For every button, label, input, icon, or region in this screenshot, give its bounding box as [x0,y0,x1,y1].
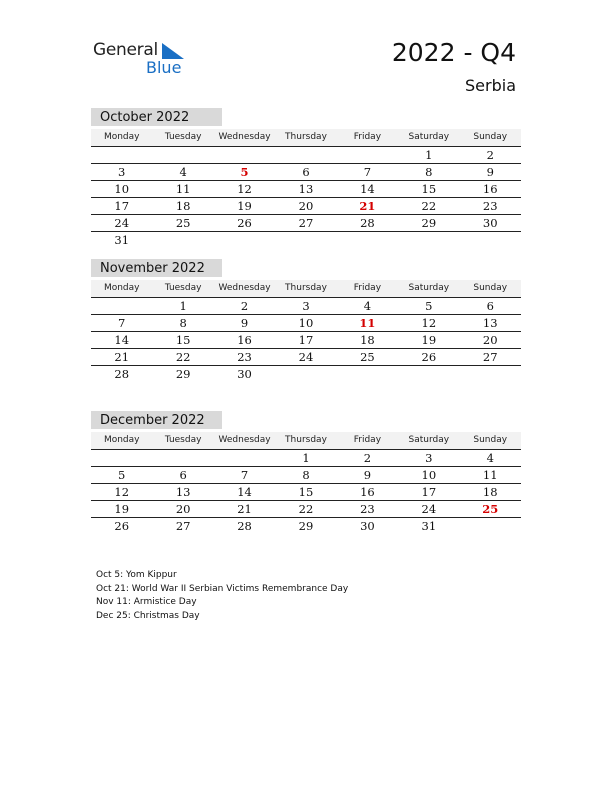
day-cell: 25 [175,216,191,230]
week-row [91,315,521,332]
day-cell: 8 [179,316,187,330]
day-cell [214,232,275,248]
day-cell: 12 [237,182,252,196]
day-cell: 30 [482,216,498,230]
week-row [91,450,521,467]
day-cell: 7 [240,468,249,482]
week-row [91,332,521,349]
day-cell [152,450,213,466]
week-row [91,366,521,382]
day-cell [337,147,398,163]
day-cell [91,298,152,314]
week-row [91,215,521,232]
day-cell: 12 [421,316,437,330]
day-cell: 9 [240,316,249,330]
holiday-day-cell: 25 [482,502,499,516]
day-cell: 13 [298,182,314,196]
day-cell: 17 [298,333,314,347]
month-title: October 2022 [91,108,222,126]
day-cell: 10 [114,182,130,196]
logo-text-general: General [93,40,158,60]
week-row [91,147,521,164]
weekday-header-row [91,129,521,147]
day-cell: 19 [237,199,252,213]
day-cell: 2 [240,299,249,313]
month-title: December 2022 [91,411,222,429]
day-cell: 13 [175,485,191,499]
day-cell: 10 [421,468,437,482]
weekday-label: Friday [353,435,382,445]
day-cell: 14 [360,182,375,196]
day-cell: 14 [114,333,130,347]
weekday-label: Saturday [408,435,450,445]
month-december [91,411,521,534]
weekday-label: Wednesday [218,435,271,445]
day-cell: 1 [425,148,433,162]
day-cell [214,147,275,163]
day-cell: 26 [421,350,437,364]
day-cell [398,366,459,382]
weekday-label: Friday [353,283,382,293]
day-cell: 18 [175,199,191,213]
day-cell: 1 [179,299,187,313]
day-cell: 4 [179,165,187,179]
weekday-label: Tuesday [164,283,202,293]
day-cell: 22 [298,502,314,516]
day-cell: 29 [175,367,191,381]
weekday-label: Friday [353,132,382,142]
day-cell: 15 [421,182,437,196]
week-row [91,349,521,366]
day-cell [460,518,521,534]
day-cell: 10 [298,316,314,330]
day-cell: 5 [425,299,433,313]
holiday-note: Oct 21: World War II Serbian Victims Remembrance Day [96,583,349,594]
day-cell: 3 [118,165,126,179]
day-cell: 7 [363,165,372,179]
day-cell: 20 [298,199,314,213]
day-cell: 23 [360,502,375,516]
weekday-label: Saturday [408,132,450,142]
day-cell [275,232,336,248]
day-cell: 21 [237,502,252,516]
day-cell: 4 [486,451,494,465]
day-cell: 15 [298,485,314,499]
day-cell: 26 [114,519,130,533]
weekday-header-row [91,432,521,450]
week-row [91,467,521,484]
day-cell: 6 [179,468,187,482]
day-cell: 6 [486,299,494,313]
day-cell: 21 [114,350,130,364]
day-cell: 16 [482,182,498,196]
holiday-day-cell: 21 [359,199,376,213]
day-cell [337,232,398,248]
day-cell: 24 [421,502,437,516]
day-cell: 7 [118,316,126,330]
day-cell [152,232,213,248]
day-cell: 19 [114,502,130,516]
day-cell: 28 [237,519,252,533]
week-row [91,181,521,198]
day-cell: 22 [421,199,437,213]
day-cell: 29 [421,216,437,230]
day-cell: 29 [298,519,314,533]
day-cell [398,232,459,248]
day-cell [337,366,398,382]
day-cell: 25 [360,350,375,364]
day-cell: 15 [175,333,191,347]
day-cell: 31 [114,233,130,247]
weekday-label: Monday [103,435,140,445]
day-cell: 6 [302,165,310,179]
day-cell [91,450,152,466]
weekday-label: Sunday [473,435,508,445]
day-cell: 26 [237,216,252,230]
weekday-label: Thursday [285,435,327,445]
month-title: November 2022 [91,259,222,277]
day-cell: 3 [302,299,310,313]
day-cell: 30 [360,519,375,533]
day-cell: 20 [482,333,498,347]
holiday-note: Nov 11: Armistice Day [96,597,197,607]
day-cell: 16 [360,485,375,499]
weekday-label: Wednesday [218,283,271,293]
day-cell: 8 [302,468,310,482]
weekday-label: Sunday [473,132,508,142]
day-cell [275,147,336,163]
page-title: 2022 - Q4 [391,38,516,67]
weekday-label: Saturday [408,283,450,293]
weekday-label: Thursday [285,283,327,293]
day-cell: 13 [482,316,498,330]
week-row [91,518,521,534]
holiday-day-cell: 11 [359,316,376,330]
weekday-label: Thursday [285,132,327,142]
day-cell: 24 [114,216,130,230]
day-cell: 30 [237,367,252,381]
week-row [91,298,521,315]
day-cell: 1 [302,451,310,465]
day-cell: 27 [298,216,314,230]
day-cell [460,366,521,382]
weekday-header-row [91,280,521,298]
day-cell [152,147,213,163]
week-row [91,501,521,518]
day-cell: 11 [175,182,191,196]
weekday-label: Sunday [473,283,508,293]
week-row [91,484,521,501]
day-cell: 12 [114,485,130,499]
day-cell: 16 [237,333,252,347]
day-cell [275,366,336,382]
logo-text-blue: Blue [146,58,182,77]
day-cell [460,232,521,248]
month-october [91,108,521,248]
logo-triangle-icon [162,43,184,59]
day-cell: 20 [175,502,191,516]
country-name: Serbia [465,76,516,95]
week-row [91,232,521,248]
day-cell: 28 [114,367,130,381]
weekday-label: Monday [103,132,140,142]
day-cell: 19 [421,333,437,347]
day-cell: 22 [175,350,191,364]
holiday-day-cell: 5 [240,165,249,179]
day-cell: 17 [114,199,130,213]
day-cell: 8 [425,165,433,179]
generalblue-logo [93,40,203,80]
month-november [91,259,521,382]
day-cell: 14 [237,485,252,499]
weekday-label: Monday [103,283,140,293]
day-cell: 9 [486,165,494,179]
day-cell: 2 [486,148,494,162]
day-cell: 2 [363,451,372,465]
day-cell: 18 [360,333,375,347]
weekday-label: Tuesday [164,132,202,142]
day-cell: 23 [237,350,252,364]
day-cell: 23 [482,199,498,213]
day-cell: 4 [363,299,372,313]
day-cell: 31 [421,519,437,533]
day-cell [91,147,152,163]
day-cell: 28 [360,216,375,230]
day-cell: 3 [425,451,433,465]
week-row [91,198,521,215]
day-cell: 24 [298,350,314,364]
week-row [91,164,521,181]
day-cell: 11 [482,468,498,482]
day-cell: 9 [363,468,372,482]
day-cell: 5 [118,468,126,482]
day-cell: 27 [175,519,191,533]
holiday-note: Dec 25: Christmas Day [96,610,200,621]
weekday-label: Tuesday [164,435,202,445]
day-cell [214,450,275,466]
day-cell: 17 [421,485,437,499]
holiday-note: Oct 5: Yom Kippur [96,570,177,580]
weekday-label: Wednesday [218,132,271,142]
day-cell: 27 [482,350,498,364]
holiday-notes [96,569,348,623]
day-cell: 18 [482,485,498,499]
